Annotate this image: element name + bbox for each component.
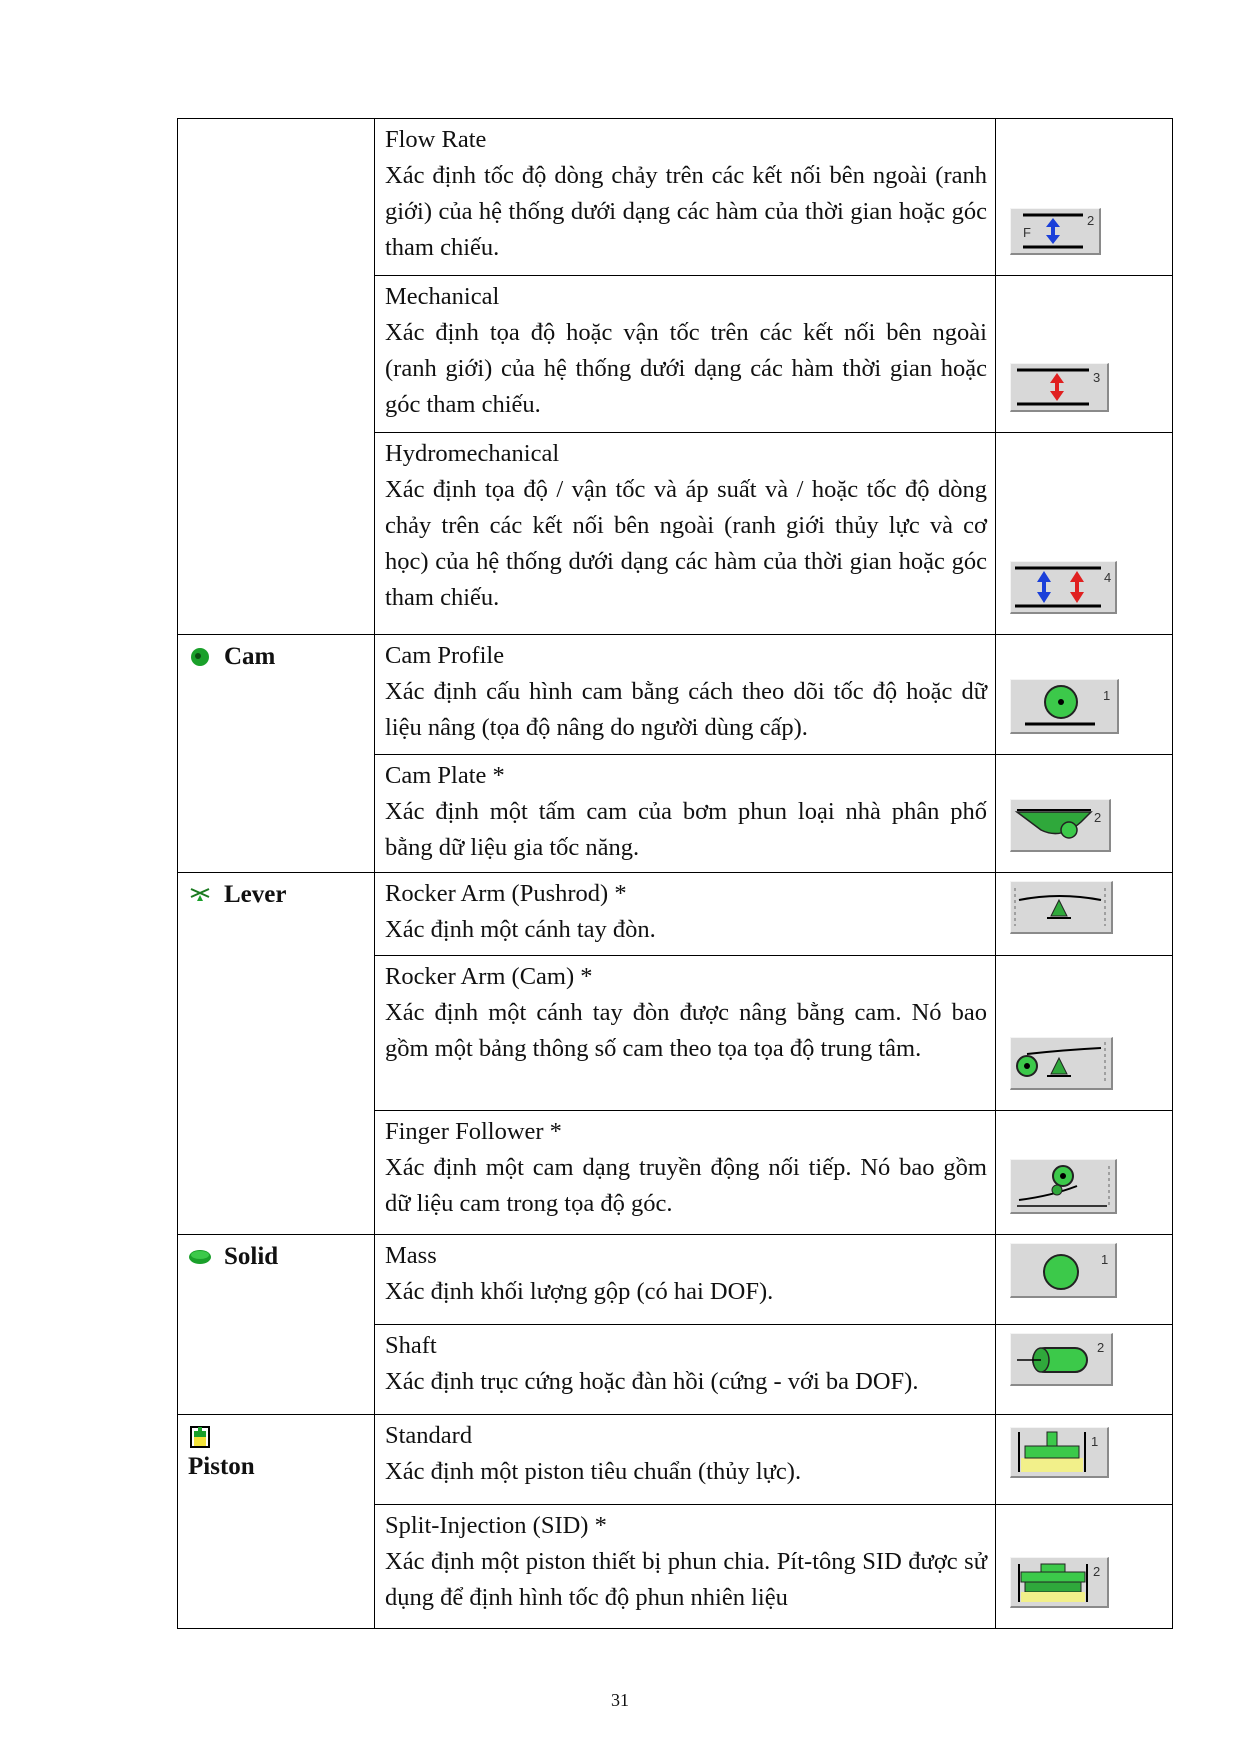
- icon-number: 2: [1094, 810, 1102, 825]
- rocker-arm-pushrod-icon: [1010, 881, 1113, 934]
- icon-number: 2: [1093, 1564, 1101, 1579]
- finger-follower-icon: [1010, 1159, 1117, 1214]
- row-description: Xác định tọa độ hoặc vận tốc trên các kết nối bên ngoài (ranh giới) của hệ thống dưới dạng các hàm thời gian hoặc góc tham chiếu.: [385, 319, 987, 418]
- description-cell: [375, 1111, 996, 1235]
- icon-cell: [996, 873, 1173, 956]
- row-description: Xác định tọa độ / vận tốc và áp suất và / hoặc tốc độ dòng chảy trên các kết nối bên ngoài (ranh giới thủy lực và cơ học) của hệ thống dưới dạng các hàm của thời gian hoặc góc tham chiếu.: [385, 476, 987, 611]
- description-cell: [375, 1505, 996, 1629]
- mechanical-boundary-icon: [1010, 363, 1109, 412]
- icon-cell: [996, 1325, 1173, 1415]
- category-cell-boundary: [178, 119, 375, 635]
- row-description: Xác định một tấm cam của bơm phun loại nhà phân phố bằng dữ liệu gia tốc năng.: [385, 798, 987, 861]
- icon-number: 2: [1097, 1340, 1105, 1355]
- flow-rate-icon: [1010, 208, 1101, 255]
- split-injection-piston-icon: [1010, 1557, 1109, 1608]
- row-title: Rocker Arm (Pushrod) *: [385, 880, 627, 907]
- category-label: Cam: [224, 643, 276, 670]
- row-title: Mechanical: [385, 283, 500, 310]
- cam-profile-icon: [1010, 679, 1119, 734]
- cam-plate-icon: [1010, 799, 1111, 852]
- row-title: Rocker Arm (Cam) *: [385, 963, 593, 990]
- table-row: [178, 119, 1173, 276]
- row-title: Cam Plate *: [385, 762, 505, 789]
- rocker-arm-cam-icon: [1010, 1037, 1113, 1090]
- category-cell-cam: [178, 635, 375, 873]
- icon-number: 3: [1093, 370, 1101, 385]
- description-cell: [375, 635, 996, 755]
- row-description: Xác định một cánh tay đòn được nâng bằng cam. Nó bao gồm một bảng thông số cam theo tọa tọa độ trung tâm.: [385, 999, 987, 1062]
- hydromechanical-icon: [1010, 561, 1117, 614]
- icon-cell: [996, 635, 1173, 755]
- mass-icon: [1010, 1243, 1117, 1298]
- page-number: 31: [611, 1690, 629, 1710]
- table-row: [178, 1415, 1173, 1505]
- category-label: Solid: [224, 1243, 279, 1270]
- piston-category-icon: [188, 1425, 212, 1449]
- component-table: [177, 118, 1173, 1629]
- category-label: Piston: [188, 1453, 255, 1480]
- row-title: Standard: [385, 1422, 473, 1449]
- category-label: Lever: [224, 881, 287, 908]
- description-cell: [375, 1415, 996, 1505]
- description-cell: [375, 873, 996, 956]
- table-row: [178, 873, 1173, 956]
- shaft-icon: [1010, 1333, 1113, 1386]
- row-description: Xác định tốc độ dòng chảy trên các kết nối bên ngoài (ranh giới) của hệ thống dưới dạng các hàm của thời gian hoặc góc tham chiếu.: [385, 162, 987, 261]
- icon-number: 1: [1103, 688, 1111, 703]
- description-cell: [375, 1235, 996, 1325]
- icon-letter: F: [1023, 225, 1031, 240]
- icon-cell: [996, 433, 1173, 635]
- description-cell: [375, 433, 996, 635]
- category-cell-solid: [178, 1235, 375, 1415]
- icon-cell: [996, 1505, 1173, 1629]
- icon-cell: [996, 1415, 1173, 1505]
- icon-cell: [996, 1235, 1173, 1325]
- table-row: [178, 635, 1173, 755]
- row-description: Xác định một cánh tay đòn.: [385, 916, 656, 943]
- solid-category-icon: [188, 1245, 212, 1269]
- row-title: Split-Injection (SID) *: [385, 1512, 607, 1539]
- category-cell-piston: [178, 1415, 375, 1629]
- icon-cell: [996, 956, 1173, 1111]
- description-cell: [375, 119, 996, 276]
- icon-cell: [996, 755, 1173, 873]
- icon-number: 1: [1101, 1252, 1109, 1267]
- icon-number: 1: [1091, 1434, 1099, 1449]
- row-description: Xác định một piston tiêu chuẩn (thủy lực).: [385, 1458, 802, 1485]
- table-row: [178, 1235, 1173, 1325]
- row-title: Shaft: [385, 1332, 437, 1359]
- row-description: Xác định một piston thiết bị phun chia. Pít-tông SID được sử dụng để định hình tốc độ phun nhiên liệu: [385, 1548, 987, 1611]
- icon-number: 2: [1087, 213, 1095, 228]
- row-title: Flow Rate: [385, 126, 487, 153]
- description-cell: [375, 956, 996, 1111]
- row-description: Xác định một cam dạng truyền động nối tiếp. Nó bao gồm dữ liệu cam trong tọa độ góc.: [385, 1154, 987, 1217]
- icon-cell: [996, 276, 1173, 433]
- standard-piston-icon: [1010, 1427, 1109, 1478]
- category-cell-lever: [178, 873, 375, 1235]
- cam-category-icon: [188, 645, 212, 669]
- row-description: Xác định trục cứng hoặc đàn hồi (cứng - với ba DOF).: [385, 1368, 919, 1395]
- lever-category-icon: [188, 883, 212, 907]
- icon-number: 4: [1104, 570, 1112, 585]
- row-title: Mass: [385, 1242, 437, 1269]
- row-title: Finger Follower *: [385, 1118, 562, 1145]
- row-description: Xác định cấu hình cam bằng cách theo dõi tốc độ hoặc dữ liệu nâng (tọa độ nâng do người dùng cấp).: [385, 678, 987, 741]
- row-description: Xác định khối lượng gộp (có hai DOF).: [385, 1278, 774, 1305]
- description-cell: [375, 1325, 996, 1415]
- icon-cell: [996, 1111, 1173, 1235]
- description-cell: [375, 755, 996, 873]
- row-title: Cam Profile: [385, 642, 505, 669]
- icon-cell: [996, 119, 1173, 276]
- row-title: Hydromechanical: [385, 440, 560, 467]
- description-cell: [375, 276, 996, 433]
